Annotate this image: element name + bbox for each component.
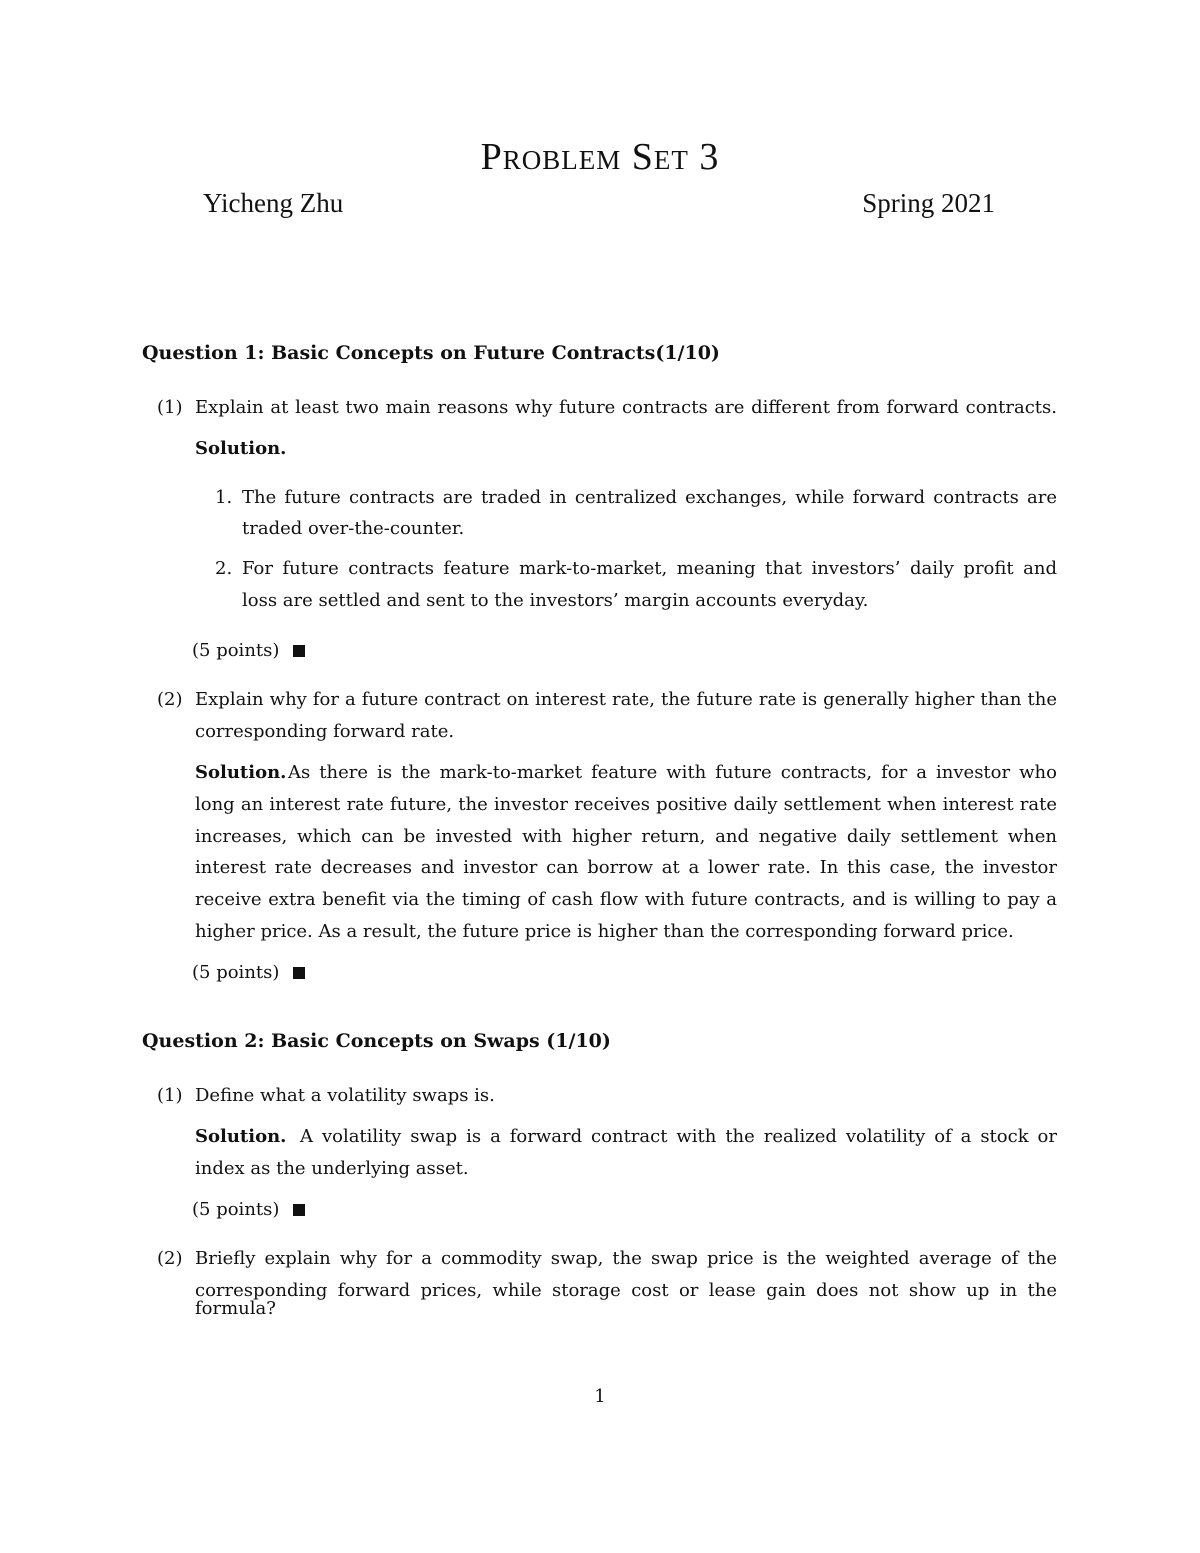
question-2-heading xyxy=(142,1030,611,1052)
q1-part2-prompt-line-2: corresponding forward rate. xyxy=(195,721,455,742)
q1-part1-item-1-line-1: The future contracts are traded in centralized exchanges, while forward contracts are xyxy=(242,487,1057,508)
term-label: Spring 2021 xyxy=(862,188,995,218)
points-label: (5 points) xyxy=(192,640,280,661)
q2-part2-prompt-line-1: Briefly explain why for a commodity swap, the swap price is the weighted average of the xyxy=(195,1248,1057,1269)
q2-part1-points xyxy=(192,1201,305,1219)
page-number: 1 xyxy=(594,1386,606,1407)
q1-part2-solution-line-1: As there is the mark-to-market feature with future contracts, for a investor who xyxy=(288,762,1057,783)
question-1-title: Basic Concepts on Future Contracts(1/10) xyxy=(271,342,720,364)
q2-part1-solution-line-2: index as the underlying asset. xyxy=(195,1158,469,1179)
q1-part2-solution-line-6: higher price. As a result, the future price is higher than the corresponding forward price. xyxy=(195,921,1014,942)
q2-part1-number: (1) xyxy=(157,1085,183,1106)
q1-part2-number: (2) xyxy=(157,689,183,710)
author-name: Yicheng Zhu xyxy=(203,188,344,218)
q1-part1-item-1-line-2: traded over-the-counter. xyxy=(242,518,465,539)
q1-part1-number: (1) xyxy=(157,397,183,418)
q1-part2-solution-label: Solution. xyxy=(195,762,287,783)
q2-part2-prompt-line-2: corresponding forward prices, while storage cost or lease gain does not show up in the formula? xyxy=(195,1280,1057,1319)
q1-part1-points xyxy=(192,642,305,660)
q1-part2-solution-line-5: receive extra benefit via the timing of cash flow with future contracts, and is willing to pay a xyxy=(195,889,1057,910)
q1-part1-item-2-number: 2. xyxy=(215,558,233,579)
q2-part2-number: (2) xyxy=(157,1248,183,1269)
q1-part2-solution-line-2: long an interest rate future, the investor receives positive daily settlement when interest rate xyxy=(195,794,1057,815)
question-2-label: Question 2: xyxy=(142,1030,265,1052)
qed-square-icon xyxy=(293,1204,305,1216)
q1-part1-prompt: Explain at least two main reasons why future contracts are different from forward contracts. xyxy=(195,397,1057,418)
q1-part2-prompt-line-1: Explain why for a future contract on interest rate, the future rate is generally higher than the xyxy=(195,689,1057,710)
q1-part2-solution-line-3: increases, which can be invested with higher return, and negative daily settlement when xyxy=(195,826,1057,847)
points-label: (5 points) xyxy=(192,1199,280,1220)
q1-part1-solution-label: Solution. xyxy=(195,438,287,459)
question-1-heading xyxy=(142,342,720,364)
page-title: Problem Set 3 xyxy=(480,136,720,178)
q1-part2-points xyxy=(192,964,305,982)
q1-part2-solution-line-4: interest rate decreases and investor can borrow at a lower rate. In this case, the investor xyxy=(195,857,1057,878)
q2-part1-solution-label: Solution. xyxy=(195,1126,287,1147)
q2-part1-solution-line-1: A volatility swap is a forward contract with the realized volatility of a stock or xyxy=(300,1126,1057,1147)
q1-part1-item-2-line-1: For future contracts feature mark-to-market, meaning that investors’ daily profit and xyxy=(242,558,1057,579)
q2-part1-prompt: Define what a volatility swaps is. xyxy=(195,1085,495,1106)
qed-square-icon xyxy=(293,645,305,657)
q1-part1-item-2-line-2: loss are settled and sent to the investors’ margin accounts everyday. xyxy=(242,590,869,611)
points-label: (5 points) xyxy=(192,962,280,983)
question-1-label: Question 1: xyxy=(142,342,265,364)
question-2-title: Basic Concepts on Swaps (1/10) xyxy=(271,1030,611,1052)
q1-part1-item-1-number: 1. xyxy=(215,487,233,508)
qed-square-icon xyxy=(293,967,305,979)
